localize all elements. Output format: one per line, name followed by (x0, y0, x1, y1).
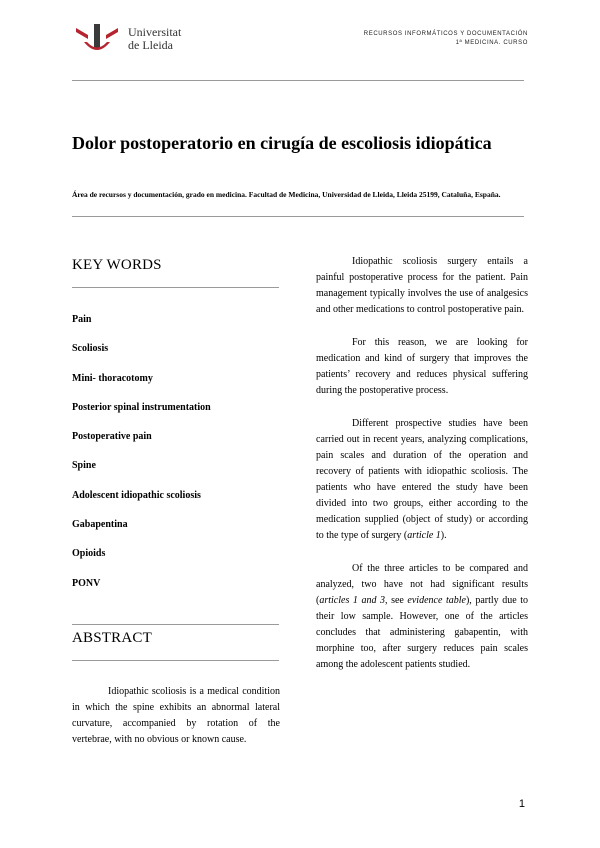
body-p3-text-a: Different prospective studies have been carried out in recent years, analyzing complications, pain scales and duration of the operation and recovery of patients with idiopathic scoliosis. The patients who have entered the study have been divided into two groups, either according to the medication supplied (object of study) or according to the type of surgery ( (316, 418, 528, 541)
body-p3-text-b: ). (440, 530, 447, 541)
keyword-item: Adolescent idiopathic scoliosis (72, 489, 201, 501)
header-divider (72, 80, 524, 81)
body-paragraph-4 (316, 561, 528, 673)
university-name (128, 26, 181, 52)
title-divider (72, 216, 524, 217)
abstract-text: Idiopathic scoliosis is a medical condition in which the spine exhibits an abnormal lateral curvature, accompanied by rotation of the vertebrae, with no obvious or known cause. (72, 686, 280, 745)
body-p4-text-a: Of the three articles to be compared and analyzed, two have not had significant results ( (316, 563, 528, 606)
university-name-line2: de Lleida (128, 38, 173, 52)
university-logo (72, 22, 197, 58)
university-emblem-icon (72, 22, 122, 58)
abstract-divider (72, 660, 279, 661)
article-reference: article 1 (407, 530, 441, 541)
course-header-line2: 1ª MEDICINA. CURSO (455, 40, 528, 46)
paper-title: Dolor postoperatorio en cirugía de escoliosis idiopática (72, 133, 492, 153)
keyword-item: Scoliosis (72, 343, 109, 355)
body-p4-text-mid: , see (385, 595, 408, 606)
page-number: 1 (518, 798, 525, 810)
keyword-item: Gabapentina (72, 519, 128, 531)
keyword-item: Posterior spinal instrumentation (72, 401, 211, 413)
keyword-item: Pain (72, 314, 92, 325)
affiliation: Área de recursos y documentación, grado en medicina. Facultad de Medicina, Universidad de Lleida, Lleida 25199, Cataluña, España. (72, 190, 501, 199)
keyword-item: PONV (72, 577, 101, 589)
keywords-heading: KEY WORDS (72, 257, 162, 273)
keywords-list (72, 313, 211, 606)
body-p4-text-b: ), partly due to their low sample. However, one of the articles concludes that administering gabapentin, with morphine too, after surgery reduces pain scales among the adolescent patients studied. (316, 595, 529, 670)
keyword-item: Spine (72, 460, 96, 472)
body-paragraph-3 (316, 416, 528, 544)
abstract-top-divider (72, 624, 279, 625)
course-header (364, 30, 528, 48)
articles-reference: articles 1 and 3 (319, 595, 386, 606)
university-name-line1: Universitat (128, 25, 182, 39)
body-paragraph-2: For this reason, we are looking for medication and kind of surgery that improves the patients’ recovery and reduces physical suffering during the postoperative process. (316, 337, 528, 396)
keyword-item: Mini- thoracotomy (72, 372, 153, 384)
course-header-line1: RECURSOS INFORMÁTICOS Y DOCUMENTACIÓN (363, 31, 528, 37)
keyword-item: Opioids (72, 548, 106, 560)
evidence-table-reference: evidence table (407, 595, 466, 606)
keywords-divider (72, 287, 279, 288)
body-column (316, 254, 528, 690)
abstract-heading: ABSTRACT (72, 630, 152, 646)
body-paragraph-1: Idiopathic scoliosis surgery entails a painful postoperative process for the patient. Pain management typically involves the use of analgesics and other medications to control postoperative pain. (316, 256, 528, 315)
keyword-item: Postoperative pain (72, 431, 152, 443)
